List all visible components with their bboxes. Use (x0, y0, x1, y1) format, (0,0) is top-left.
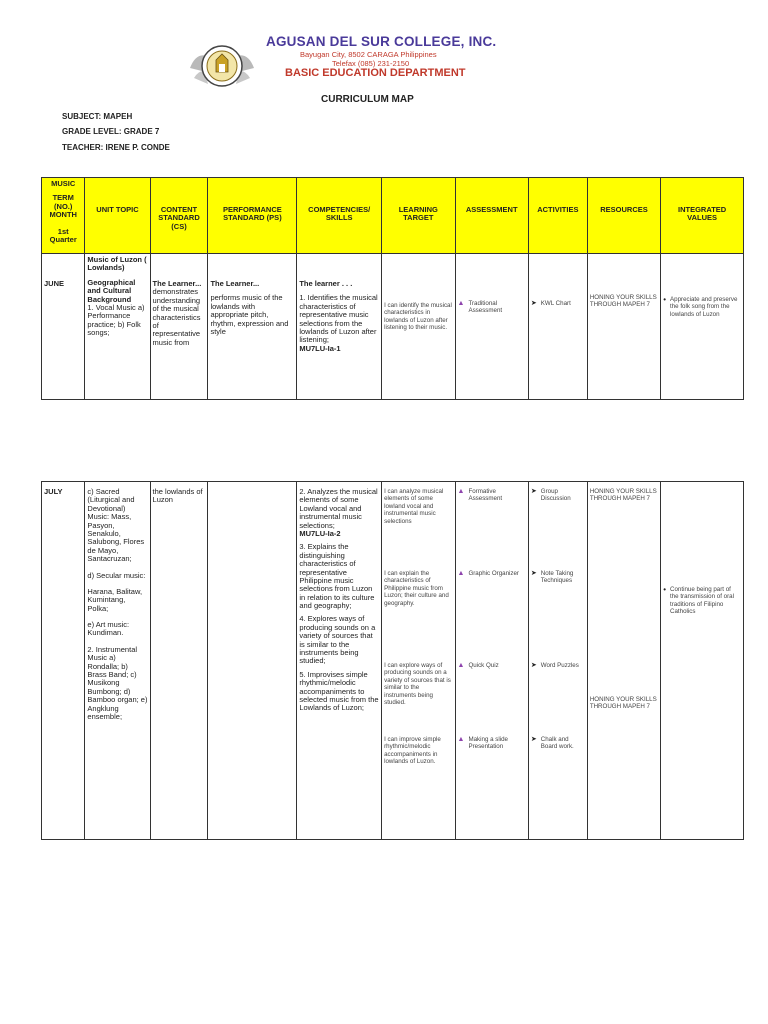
comp-heading: The learner . . . (299, 279, 353, 288)
unit-sacred-music: c) Sacred (Liturgical and Devotional) Music: Mass, Pasyon, Senakulo, Salubong, Flores de Mayo, Santacruzan; (87, 487, 145, 564)
activity-3: Word Puzzles (540, 662, 579, 669)
bullet-flag-icon: ▲ (457, 736, 465, 743)
competency-5: 5. Improvises simple rhythmic/melodic accompaniments to selected music from the Lowlands of Luzon; (299, 669, 379, 713)
comp-body: 1. Identifies the musical characteristics of representative music selections from the lowlands of Luzon after listening; (299, 293, 378, 345)
department-name: BASIC EDUCATION DEPARTMENT (285, 67, 466, 79)
competencies-cell (297, 482, 382, 840)
assessment-header: ASSESSMENT (455, 178, 528, 254)
bullet-arrow-icon: ➤ (530, 300, 537, 307)
subject-label: SUBJECT: MAPEH (62, 112, 133, 121)
assessment-1: Formative Assessment (468, 488, 503, 503)
activity-text: KWL Chart (540, 300, 571, 307)
assessment-3: Quick Quiz (468, 662, 499, 669)
activity-2: Note Taking Techniques (540, 570, 574, 585)
activity-1: Group Discussion (540, 488, 571, 503)
term-header (42, 178, 85, 254)
competencies-cell (297, 254, 382, 400)
unit-topic-cell (85, 482, 150, 840)
learning-target-header: LEARNING TARGET (382, 178, 455, 254)
activity-4: Chalk and Board work. (540, 736, 574, 751)
resources-2: HONING YOUR SKILLS THROUGH MAPEH 7 (589, 696, 657, 711)
unit-subtitle: Geographical and Cultural Background (87, 277, 136, 304)
bullet-flag-icon: ▲ (457, 300, 465, 307)
performance-standard-cell (208, 254, 297, 400)
teacher-label: TEACHER: IRENE P. CONDE (62, 143, 170, 152)
content-standard-cell (150, 254, 208, 400)
grade-level-label: GRADE LEVEL: GRADE 7 (62, 127, 160, 136)
resources-cell (587, 482, 660, 840)
cs-body: the lowlands of Luzon (152, 487, 203, 505)
unit-secular-list: Harana, Balitaw, Kumintang, Polka; (87, 586, 143, 613)
music-label: MUSIC (51, 179, 76, 188)
bullet-flag-icon: ▲ (457, 570, 465, 577)
unit-topic-cell (85, 254, 150, 400)
cs-heading: The Learner... (152, 279, 202, 288)
learning-target-1: I can analyze musical elements of some lowland vocal and instrumental music selections (384, 488, 444, 525)
resources-header: RESOURCES (587, 178, 660, 254)
content-standard-cell (150, 482, 208, 840)
curriculum-table-june (41, 177, 744, 400)
month-label: JULY (44, 487, 63, 496)
bullet-dot-icon: • (663, 585, 667, 594)
competencies-header: COMPETENCIES/ SKILLS (297, 178, 382, 254)
table-header-row (42, 178, 744, 254)
resources-cell (587, 254, 660, 400)
month-cell (42, 254, 85, 400)
college-address: Bayugan City, 8502 CARAGA Philippines (300, 50, 437, 59)
comp-code: MU7LU-Ia-1 (299, 343, 341, 353)
assessment-4: Making a slide Presentation (468, 736, 508, 751)
bullet-arrow-icon: ➤ (530, 736, 537, 743)
bullet-flag-icon: ▲ (457, 662, 465, 669)
table-row-june (42, 254, 744, 400)
competency-2-code: MU7LU-Ia-2 (299, 528, 341, 538)
competency-4: 4. Explores ways of producing sounds on a variety of sources that is similar to the instruments being studied; (299, 614, 376, 666)
unit-topic-header: UNIT TOPIC (85, 178, 150, 254)
learning-target-cell (382, 482, 455, 840)
learning-target-text: I can identify the musical characteristics in lowlands of Luzon after listening to their music. (384, 302, 452, 332)
college-name: AGUSAN DEL SUR COLLEGE, INC. (266, 34, 497, 49)
cs-body: demonstrates understanding of the musical characteristics of representative music from (152, 287, 201, 347)
curriculum-table-july (41, 481, 744, 840)
bullet-arrow-icon: ➤ (530, 662, 537, 669)
resources-text: HONING YOUR SKILLS THROUGH MAPEH 7 (589, 294, 657, 309)
document-title: CURRICULUM MAP (321, 94, 414, 105)
bullet-arrow-icon: ➤ (530, 488, 537, 495)
competency-3: 3. Explains the distinguishing characteristics of representative Philippine music selections from Luzon in relation to its culture and geography; (299, 542, 375, 611)
college-telefax: Telefax (085) 231-2150 (332, 59, 410, 68)
values-text: Continue being part of the transmission of oral traditions of Filipino Catholics (670, 586, 734, 616)
integrated-values-header: INTEGRATED VALUES (661, 178, 744, 254)
bullet-flag-icon: ▲ (457, 488, 465, 495)
learning-target-2: I can explain the characteristics of Philippine music from Luzon; their culture and geography. (384, 570, 449, 607)
unit-art-music: e) Art music: Kundiman. (87, 620, 130, 638)
assessment-text: Traditional Assessment (468, 300, 503, 315)
assessment-cell (455, 482, 528, 840)
bullet-dot-icon: • (663, 295, 667, 304)
term-month-label: TERM (NO.) MONTH (49, 193, 77, 220)
month-label: JUNE (44, 279, 65, 288)
activities-header: ACTIVITIES (528, 178, 587, 254)
unit-instrumental-music: 2. Instrumental Music a) Rondalla; b) Brass Band; c) Musikong Bumbong; d) Bamboo organ; e) Angklung ensemble; (87, 644, 148, 721)
unit-title: Music of Luzon ( Lowlands) (87, 255, 147, 273)
integrated-values-cell (661, 254, 744, 400)
content-standard-header: CONTENT STANDARD (CS) (150, 178, 208, 254)
integrated-values-cell (661, 482, 744, 840)
table-row-july (42, 482, 744, 840)
college-seal-icon (186, 38, 258, 92)
learning-target-3: I can explore ways of producing sounds on a variety of sources that is similar to the instruments being studied. (384, 662, 451, 707)
assessment-cell (455, 254, 528, 400)
activities-cell (528, 254, 587, 400)
ps-heading: The Learner... (210, 279, 260, 288)
unit-items: 1. Vocal Music a) Performance practice; b) Folk songs; (87, 302, 145, 338)
learning-target-4: I can improve simple rhythmic/melodic accompaniments in lowlands of Luzon. (384, 736, 441, 766)
quarter-label: 1st Quarter (49, 226, 77, 244)
document-header (0, 0, 768, 90)
performance-standard-cell (208, 482, 297, 840)
resources-1: HONING YOUR SKILLS THROUGH MAPEH 7 (589, 488, 657, 503)
activities-cell (528, 482, 587, 840)
month-cell (42, 482, 85, 840)
competency-2: 2. Analyzes the musical elements of some Lowland vocal and instrumental music selections; (299, 487, 378, 530)
learning-target-cell (382, 254, 455, 400)
ps-body: performs music of the lowlands with appropriate pitch, rhythm, expression and style (210, 293, 289, 336)
assessment-2: Graphic Organizer (468, 570, 519, 577)
performance-standard-header: PERFORMANCE STANDARD (PS) (208, 178, 297, 254)
values-text: Appreciate and preserve the folk song from the lowlands of Luzon (670, 296, 738, 318)
unit-secular-music: d) Secular music: (87, 570, 146, 580)
bullet-arrow-icon: ➤ (530, 570, 537, 577)
